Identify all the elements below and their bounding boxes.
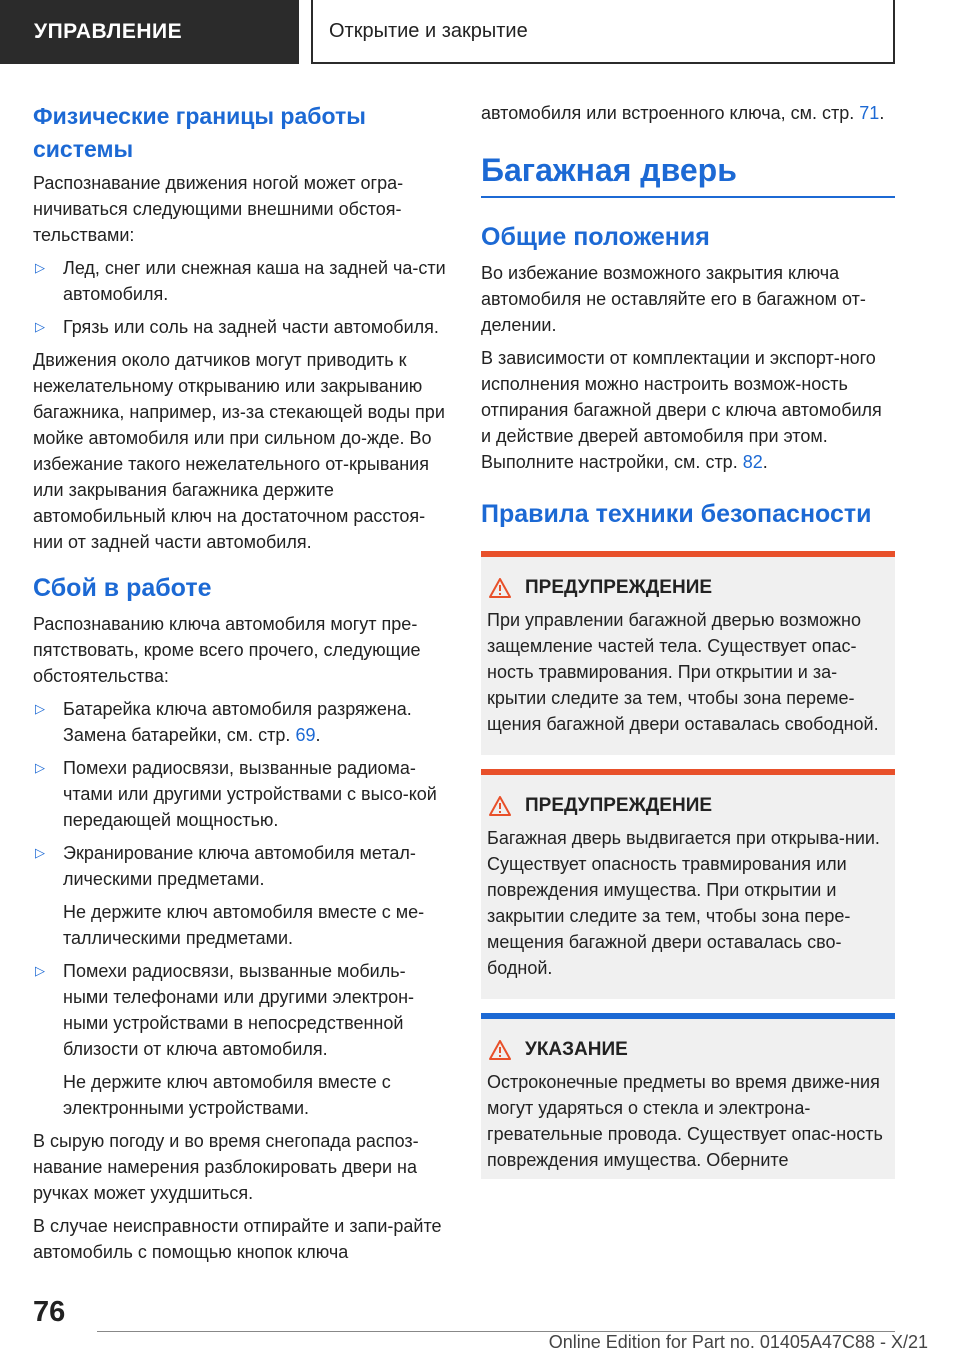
warning-text: Багажная дверь выдвигается при открыва-нии. Существует опасность травмирования или повреждения имущества. При открытии и закрытии следите за тем, чтобы зона пере-мещения багажной двери оставалась сво-бодной.	[487, 828, 880, 978]
list-item: ▷ Экранирование ключа автомобиля метал-лическими предметами. Не держите ключ автомобиля вместе с ме-таллическими предметами.	[33, 840, 448, 951]
paragraph-wet: В сырую погоду и во время снегопада распоз-навание намерения разблокировать двери на ручках может ухудшиться.	[33, 1131, 419, 1203]
heading-limits: Физические границы работы системы	[33, 103, 366, 162]
warning-box	[481, 551, 895, 755]
list-item: ▷ Лед, снег или снежная каша на задней ча-сти автомобиля.	[33, 255, 448, 307]
paragraph-limits-intro: Распознавание движения ногой может огра-ничиваться следующими внешними обстоя-тельствами:	[33, 173, 404, 245]
warning-title: ПРЕДУПРЕЖДЕНИЕ	[525, 795, 713, 816]
section-title: УПРАВЛЕНИЕ	[34, 20, 183, 43]
warning-text: При управлении багажной дверью возможно защемление частей тела. Существует опас-ность травмирования. При открытии и за-крытии следите за тем, чтобы зона переме-щения багажной двери оставалась свободной.	[487, 610, 879, 734]
list-item: ▷ Помехи радиосвязи, вызванные мобиль-ными телефонами или другими электрон-ными устройствами в непосредственной близости от ключа автомобиля. Не держите ключ автомобиля вместе с электронными устройствами.	[33, 958, 448, 1121]
paragraph-fault-intro: Распознаванию ключа автомобиля могут пре-пятствовать, кроме всего прочего, следующие обстоятельства:	[33, 614, 421, 686]
triangle-bullet-icon: ▷	[35, 319, 45, 334]
chapter-title: Открытие и закрытие	[329, 19, 528, 42]
paragraph-movement: Движения около датчиков могут приводить к нежелательному открыванию или закрыванию багажника, например, из-за стекающей воды при мойке автомобиля или при сильном до-жде. Во избежание такого нежелательного от-крывания или закрывания багажника держите автомобильный ключ на достаточном расстоя-нии от задней части автомобиля.	[33, 350, 445, 552]
warning-triangle-icon	[489, 578, 511, 598]
page-number: 76	[33, 1296, 66, 1328]
page-link[interactable]: 69	[295, 725, 316, 745]
paragraph-general-1: Во избежание возможного закрытия ключа автомобиля не оставляйте его в багажном от-делении.	[481, 263, 866, 335]
heading-safety: Правила техники безопасности	[481, 500, 872, 528]
page-link[interactable]: 71	[859, 103, 880, 123]
caution-triangle-icon	[489, 1040, 511, 1060]
heading-fault: Сбой в работе	[33, 574, 212, 602]
warning-box	[481, 769, 895, 999]
right-column	[481, 100, 895, 1179]
note-title: УКАЗАНИЕ	[525, 1039, 628, 1060]
left-column	[33, 100, 448, 1272]
note-text: Остроконечные предметы во время движе-ния могут ударяться о стекла и электрона-гревательные провода. Существует опас-ность повреждения имущества. Оберните	[487, 1072, 883, 1170]
paragraph-general-2: В зависимости от комплектации и экспорт-ного исполнения можно настроить возмож-ность отпирания багажной двери с ключа автомобиля и действие дверей автомобиля при этом. Выполните настройки, см. стр. 82.	[481, 348, 882, 472]
edition-footer: Online Edition for Part no. 01405A47C88 - X/21	[548, 1332, 928, 1352]
heading-tailgate: Багажная дверь	[481, 150, 895, 198]
page-link[interactable]: 82	[742, 452, 763, 472]
heading-general: Общие положения	[481, 223, 710, 251]
warning-title: ПРЕДУПРЕЖДЕНИЕ	[525, 577, 713, 598]
list-item: ▷ Батарейка ключа автомобиля разряжена. Замена батарейки, см. стр. 69.	[33, 696, 448, 748]
paragraph-continued: автомобиля или встроенного ключа, см. стр. 71.	[481, 103, 885, 123]
triangle-bullet-icon: ▷	[35, 701, 45, 716]
triangle-bullet-icon: ▷	[35, 963, 45, 978]
note-box	[481, 1013, 895, 1179]
section-tab	[0, 0, 299, 64]
triangle-bullet-icon: ▷	[35, 760, 45, 775]
list-item: ▷ Помехи радиосвязи, вызванные радиома-чтами или другими устройствами с высо-кой передающей мощностью.	[33, 755, 448, 833]
list-item: ▷ Грязь или соль на задней части автомобиля.	[33, 314, 448, 340]
chapter-tab	[311, 0, 895, 64]
paragraph-malfunction: В случае неисправности отпирайте и запи-райте автомобиль с помощью кнопок ключа	[33, 1216, 442, 1262]
triangle-bullet-icon: ▷	[35, 845, 45, 860]
triangle-bullet-icon: ▷	[35, 260, 45, 275]
warning-triangle-icon	[489, 796, 511, 816]
